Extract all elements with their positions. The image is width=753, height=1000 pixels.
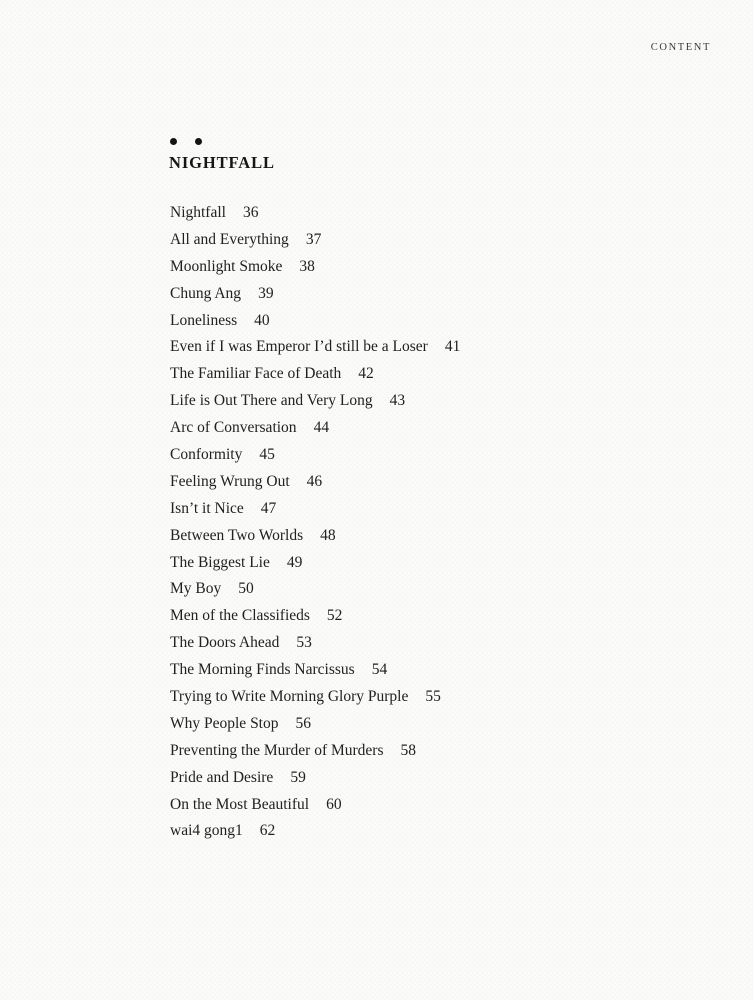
toc-entry [170, 630, 713, 657]
toc-entry [170, 227, 713, 254]
dot-icon [170, 138, 177, 145]
toc-entry-page-number: 62 [259, 822, 276, 840]
dot-icon [195, 138, 202, 145]
toc-entry-title: The Biggest Lie [170, 553, 270, 571]
toc-entry-title: Preventing the Murder of Murders [170, 741, 384, 759]
toc-entry [170, 281, 713, 308]
toc-entry-page-number: 37 [305, 230, 322, 248]
toc-entry-title: Loneliness [170, 311, 238, 329]
toc-entry-title: wai4 gong1 [170, 822, 243, 840]
toc-entry-title: Pride and Desire [170, 768, 274, 786]
toc-entry [170, 308, 713, 335]
toc-entry-page-number: 39 [258, 284, 274, 302]
toc-entry-title: Even if I was Emperor I’d still be a Loser [170, 338, 428, 356]
toc-entry-page-number: 40 [254, 311, 270, 329]
toc-entry [170, 657, 713, 684]
toc-entry-page-number: 55 [425, 688, 441, 706]
toc-entry [170, 765, 713, 792]
toc-entry-title: Arc of Conversation [170, 419, 297, 437]
toc-entry-title: Life is Out There and Very Long [170, 392, 373, 410]
toc-entry [170, 415, 713, 442]
toc-entry-page-number: 59 [290, 768, 306, 786]
toc-entry-page-number: 45 [259, 446, 275, 464]
toc-entry [170, 818, 713, 845]
toc-entry-title: The Morning Finds Narcissus [170, 661, 355, 679]
toc-entry-page-number: 48 [320, 526, 336, 544]
toc-entry-title: Moonlight Smoke [170, 257, 283, 275]
toc-entry [170, 496, 713, 523]
toc-entry-title: Men of the Classifieds [170, 607, 310, 625]
toc-entry-page-number: 46 [306, 472, 323, 490]
toc-entry-page-number: 43 [389, 392, 406, 410]
toc-entry [170, 711, 713, 738]
toc-entry-page-number: 49 [286, 553, 303, 571]
toc-entry-page-number: 42 [358, 365, 374, 383]
toc-entry-title: Between Two Worlds [170, 526, 304, 544]
toc-entry-title: On the Most Beautiful [170, 795, 310, 813]
toc-entry-list [170, 200, 713, 845]
toc-entry [170, 442, 713, 469]
toc-entry [170, 361, 713, 388]
toc-entry-title: Why People Stop [170, 714, 279, 732]
toc-entry [170, 388, 713, 415]
toc-entry-page-number: 54 [371, 661, 388, 679]
toc-entry-page-number: 56 [295, 714, 311, 732]
toc-entry [170, 684, 713, 711]
toc-entry-title: Nightfall [170, 204, 226, 221]
toc-entry-title: Feeling Wrung Out [170, 472, 290, 490]
toc-entry [170, 738, 713, 765]
page-header-label: CONTENT [650, 42, 711, 53]
toc-entry-page-number: 52 [326, 607, 343, 625]
toc-entry-page-number: 53 [296, 634, 312, 652]
toc-entry-title: All and Everything [170, 230, 289, 248]
toc-entry-page-number: 36 [242, 204, 259, 221]
toc-entry-title: The Familiar Face of Death [170, 365, 342, 383]
toc-entry [170, 523, 713, 550]
toc-entry [170, 603, 713, 630]
section-marker-dots [170, 137, 202, 145]
toc-entry-page-number: 44 [313, 419, 330, 437]
toc-entry [170, 792, 713, 819]
toc-entry [170, 254, 713, 281]
toc-entry [170, 334, 713, 361]
toc-entry-title: My Boy [170, 580, 222, 598]
toc-entry-page-number: 38 [299, 257, 315, 275]
toc-entry [170, 576, 713, 603]
toc-entry-page-number: 60 [326, 795, 342, 813]
toc-entry-title: Isn’t it Nice [170, 499, 244, 517]
toc-entry [170, 200, 713, 227]
toc-entry-page-number: 41 [444, 338, 461, 356]
toc-entry-page-number: 58 [400, 741, 417, 759]
toc-entry-title: Chung Ang [170, 284, 242, 302]
section-title: NIGHTFALL [169, 153, 275, 172]
toc-entry [170, 469, 713, 496]
toc-entry [170, 550, 713, 577]
toc-entry-page-number: 50 [238, 580, 254, 598]
toc-entry-title: Conformity [170, 446, 243, 464]
toc-entry-page-number: 47 [260, 499, 277, 517]
toc-entry-title: The Doors Ahead [170, 634, 280, 652]
toc-entry-title: Trying to Write Morning Glory Purple [170, 688, 409, 706]
